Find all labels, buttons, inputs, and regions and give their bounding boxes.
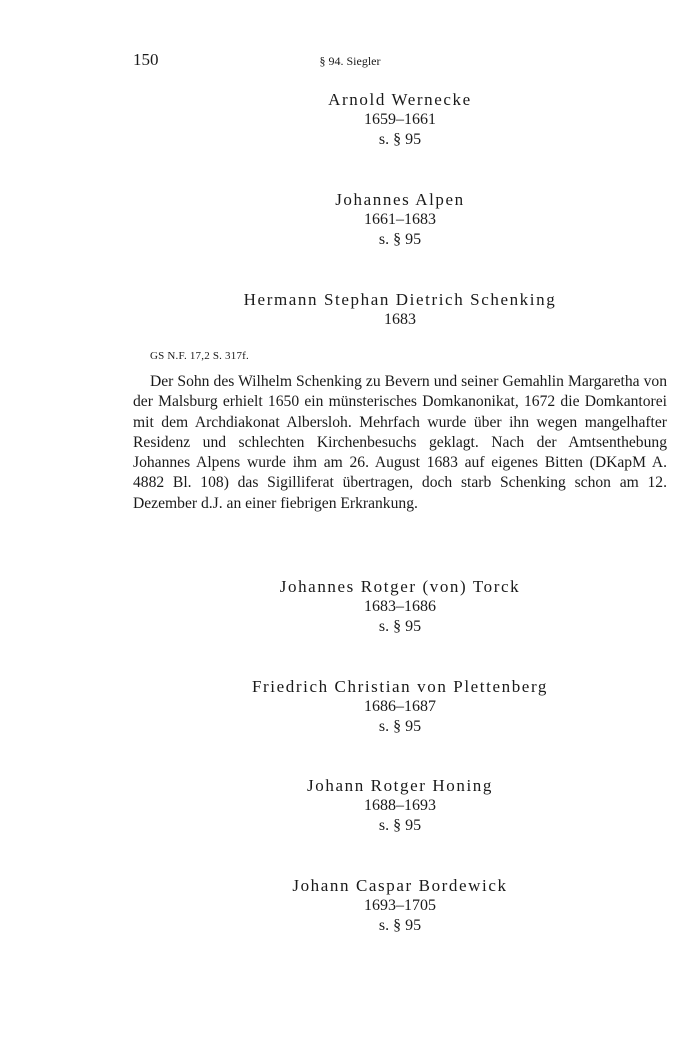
entry-years: 1683–1686 [364, 598, 436, 615]
entry-reference: s. § 95 [378, 917, 422, 934]
entry-years: 1661–1683 [364, 211, 436, 228]
entry-reference: s. § 95 [378, 131, 422, 148]
running-head: § 94. Siegler [319, 54, 381, 68]
entry-name: Arnold Wernecke [328, 90, 472, 109]
entry-johannes-torck [133, 577, 667, 637]
entry-johann-bordewick [133, 876, 667, 936]
entry-reference: s. § 95 [378, 817, 422, 834]
entry-years: 1683 [384, 311, 416, 328]
entry-years: 1686–1687 [364, 698, 436, 715]
entry-friedrich-plettenberg [133, 677, 667, 737]
sources-reference: GS N.F. 17,2 S. 317f. [150, 350, 249, 362]
entry-hermann-schenking [133, 290, 667, 330]
entry-reference: s. § 95 [378, 718, 422, 735]
page-number: 150 [133, 50, 159, 69]
entry-johann-honing [133, 776, 667, 836]
entry-johannes-alpen [133, 190, 667, 250]
biography-paragraph: Der Sohn des Wilhelm Schenking zu Bevern und seiner Gemahlin Margaretha von der Malsburg erhielt 1650 ein münsterisches Domkanonikat, 1672 die Domkantorei mit dem Archdiakonat Albersloh. Mehrfach wurde über ihn wegen mangelhafter Residenz und schlechten Kirchenbesuchs geklagt. Nach der Amtsenthebung Johannes Alpens wurde ihm am 26. August 1683 auf eigenes Bitten (DKapM A. 4882 Bl. 108) das Sigilliferat übertragen, doch starb Schenking schon am 12. Dezember d.J. an einer fiebrigen Erkrankung. [133, 373, 667, 512]
entry-reference: s. § 95 [378, 231, 422, 248]
entry-years: 1693–1705 [364, 897, 436, 914]
entry-name: Johann Rotger Honing [307, 776, 493, 795]
entry-name: Johannes Rotger (von) Torck [279, 577, 521, 596]
entry-name: Johannes Alpen [335, 190, 465, 209]
entry-arnold-wernecke [133, 90, 667, 150]
entry-name: Hermann Stephan Dietrich Schenking [243, 290, 557, 309]
entry-name: Johann Caspar Bordewick [292, 876, 508, 895]
entry-years: 1659–1661 [364, 111, 436, 128]
entry-years: 1688–1693 [364, 797, 436, 814]
entry-name: Friedrich Christian von Plettenberg [251, 677, 548, 696]
entry-reference: s. § 95 [378, 618, 422, 635]
